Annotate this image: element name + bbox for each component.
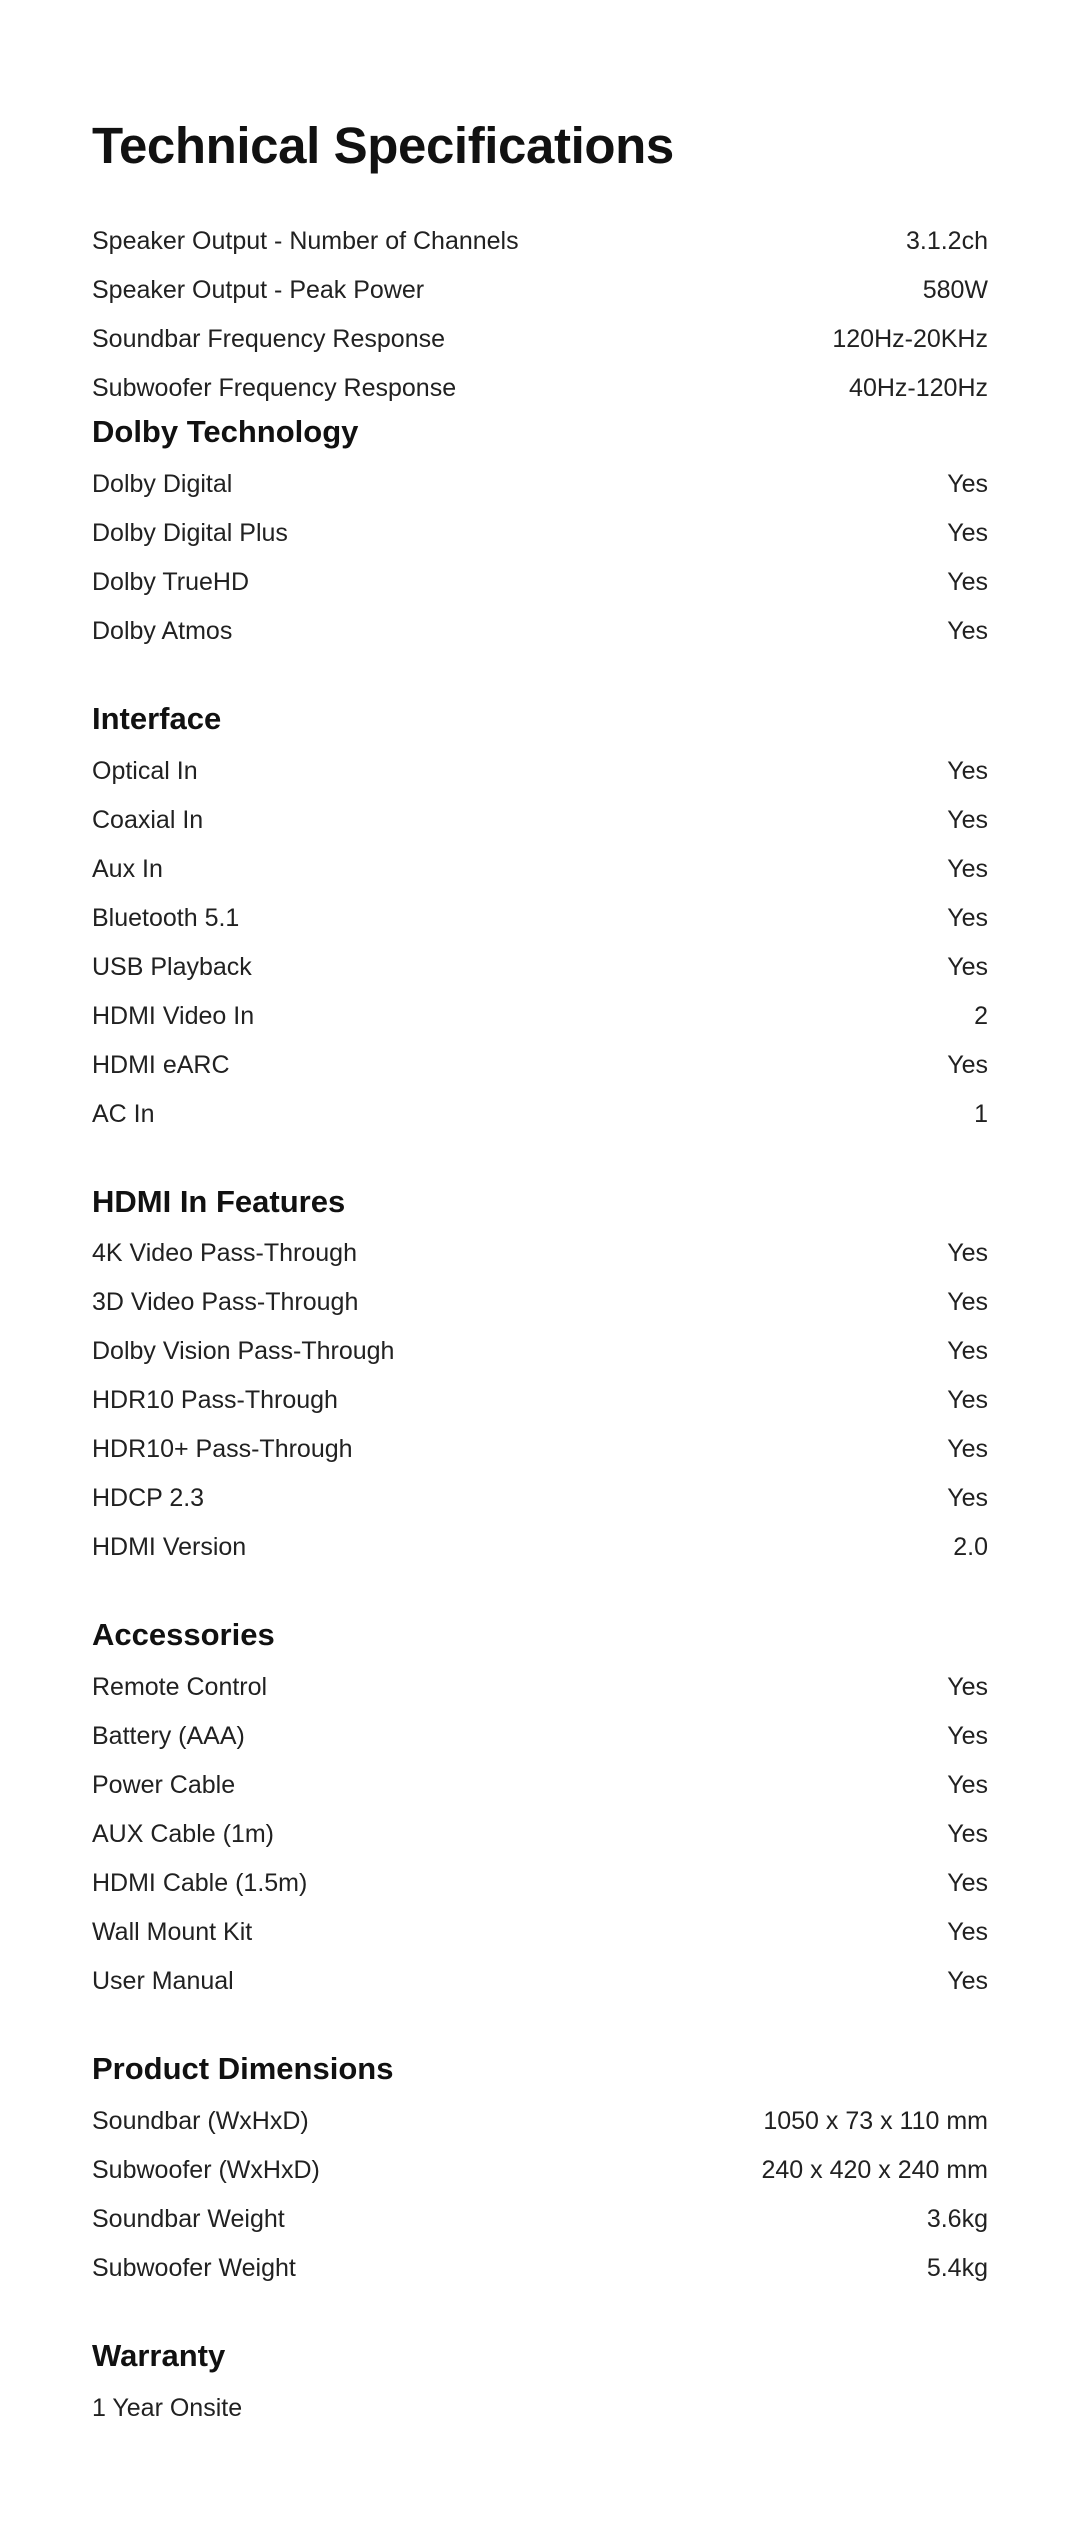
spec-row (92, 1957, 988, 2006)
spec-row (92, 217, 988, 266)
section-title: HDMI In Features (92, 1183, 346, 1219)
spec-row (92, 1859, 988, 1908)
spec-label: Subwoofer Frequency Response (92, 374, 457, 403)
spec-value: Yes (947, 1050, 988, 1079)
spec-row (92, 1229, 988, 1278)
spec-section (92, 2337, 988, 2433)
spec-label: Speaker Output - Peak Power (92, 276, 425, 305)
spec-value: Yes (947, 1771, 988, 1800)
spec-value: Yes (947, 1386, 988, 1415)
spec-row (92, 1041, 988, 1090)
spec-row (92, 1090, 988, 1139)
spec-label: Dolby Vision Pass-Through (92, 1337, 395, 1366)
spec-value: 240 x 420 x 240 mm (761, 2155, 988, 2184)
spec-label: Optical In (92, 756, 198, 785)
spec-value: Yes (947, 518, 988, 547)
spec-label: 4K Video Pass-Through (92, 1239, 357, 1268)
summary-spec-list (92, 217, 988, 413)
spec-label: Soundbar Weight (92, 2204, 285, 2233)
spec-value: 3.6kg (926, 2204, 988, 2233)
spec-value: Yes (947, 952, 988, 981)
spec-row (92, 1278, 988, 1327)
spec-value: Yes (947, 1239, 988, 1268)
spec-value: 2 (974, 1001, 988, 1030)
spec-value: Yes (947, 567, 988, 596)
spec-row (92, 558, 988, 607)
spec-label: Remote Control (92, 1673, 268, 1702)
spec-row (92, 1327, 988, 1376)
spec-value: Yes (947, 1673, 988, 1702)
spec-label: USB Playback (92, 952, 252, 981)
spec-label: HDMI Cable (1.5m) (92, 1869, 308, 1898)
spec-row (92, 943, 988, 992)
spec-row (92, 1761, 988, 1810)
spec-value: Yes (947, 1722, 988, 1751)
spec-value: Yes (947, 616, 988, 645)
spec-row (92, 1523, 988, 1572)
spec-row (92, 315, 988, 364)
spec-label: HDMI Version (92, 1533, 247, 1562)
spec-row (92, 607, 988, 656)
spec-value: 1 (974, 1099, 988, 1128)
spec-value: Yes (947, 1435, 988, 1464)
spec-value: Yes (947, 1820, 988, 1849)
spec-row (92, 460, 988, 509)
spec-label: Speaker Output - Number of Channels (92, 227, 519, 256)
spec-label: HDR10+ Pass-Through (92, 1435, 353, 1464)
spec-value: Yes (947, 469, 988, 498)
spec-row (92, 796, 988, 845)
spec-value: 40Hz-120Hz (849, 374, 988, 403)
spec-value: 1050 x 73 x 110 mm (763, 2106, 988, 2135)
spec-label: Dolby Digital (92, 469, 233, 498)
spec-value: 2.0 (953, 1533, 988, 1562)
spec-label: User Manual (92, 1967, 234, 1996)
section-title: Interface (92, 700, 222, 736)
spec-label: Power Cable (92, 1771, 236, 1800)
spec-section (92, 413, 988, 656)
spec-value: Yes (947, 1288, 988, 1317)
spec-value: Yes (947, 1337, 988, 1366)
spec-row (92, 1810, 988, 1859)
spec-section (92, 1183, 988, 1573)
spec-row (92, 2195, 988, 2244)
section-title: Warranty (92, 2337, 226, 2373)
spec-label: Soundbar Frequency Response (92, 325, 446, 354)
section-title: Dolby Technology (92, 414, 359, 450)
spec-label: Dolby Digital Plus (92, 518, 288, 547)
spec-value: Yes (947, 1918, 988, 1947)
spec-value: 580W (922, 276, 988, 305)
spec-text-row: 1 Year Onsite (92, 2393, 243, 2422)
spec-row (92, 747, 988, 796)
spec-row (92, 1908, 988, 1957)
spec-label: Aux In (92, 854, 163, 883)
spec-section (92, 1616, 988, 2006)
spec-row (92, 2097, 988, 2146)
spec-section (92, 2050, 988, 2293)
spec-value: 3.1.2ch (905, 227, 988, 256)
spec-label: AUX Cable (1m) (92, 1820, 274, 1849)
spec-value: Yes (947, 805, 988, 834)
spec-label: Dolby TrueHD (92, 567, 249, 596)
spec-label: Battery (AAA) (92, 1722, 245, 1751)
spec-value: Yes (947, 1967, 988, 1996)
spec-label: Subwoofer (WxHxD) (92, 2155, 320, 2184)
spec-label: AC In (92, 1099, 155, 1128)
spec-label: HDR10 Pass-Through (92, 1386, 338, 1415)
spec-value: Yes (947, 756, 988, 785)
spec-value: Yes (947, 1869, 988, 1898)
spec-label: HDCP 2.3 (92, 1484, 205, 1513)
spec-label: HDMI Video In (92, 1001, 255, 1030)
spec-row (92, 1663, 988, 1712)
spec-row (92, 894, 988, 943)
spec-label: Bluetooth 5.1 (92, 903, 240, 932)
spec-row (92, 2244, 988, 2293)
spec-sections (92, 413, 988, 2433)
page-title: Technical Specifications (92, 117, 674, 174)
spec-label: Wall Mount Kit (92, 1918, 253, 1947)
spec-value: 5.4kg (926, 2253, 988, 2282)
spec-row (92, 1376, 988, 1425)
spec-label: 3D Video Pass-Through (92, 1288, 359, 1317)
spec-label: Coaxial In (92, 805, 204, 834)
spec-row (92, 2146, 988, 2195)
spec-label: HDMI eARC (92, 1050, 230, 1079)
spec-value: Yes (947, 903, 988, 932)
spec-label: Soundbar (WxHxD) (92, 2106, 309, 2135)
spec-value: Yes (947, 854, 988, 883)
spec-row (92, 509, 988, 558)
section-title: Product Dimensions (92, 2051, 394, 2087)
spec-value: 120Hz-20KHz (832, 325, 988, 354)
spec-section (92, 700, 988, 1139)
spec-row (92, 1712, 988, 1761)
spec-row (92, 364, 988, 413)
spec-label: Dolby Atmos (92, 616, 233, 645)
spec-label: Subwoofer Weight (92, 2253, 296, 2282)
spec-row (92, 992, 988, 1041)
spec-value: Yes (947, 1484, 988, 1513)
spec-row (92, 1474, 988, 1523)
spec-row (92, 266, 988, 315)
spec-row (92, 1425, 988, 1474)
spec-row (92, 845, 988, 894)
section-title: Accessories (92, 1617, 275, 1653)
